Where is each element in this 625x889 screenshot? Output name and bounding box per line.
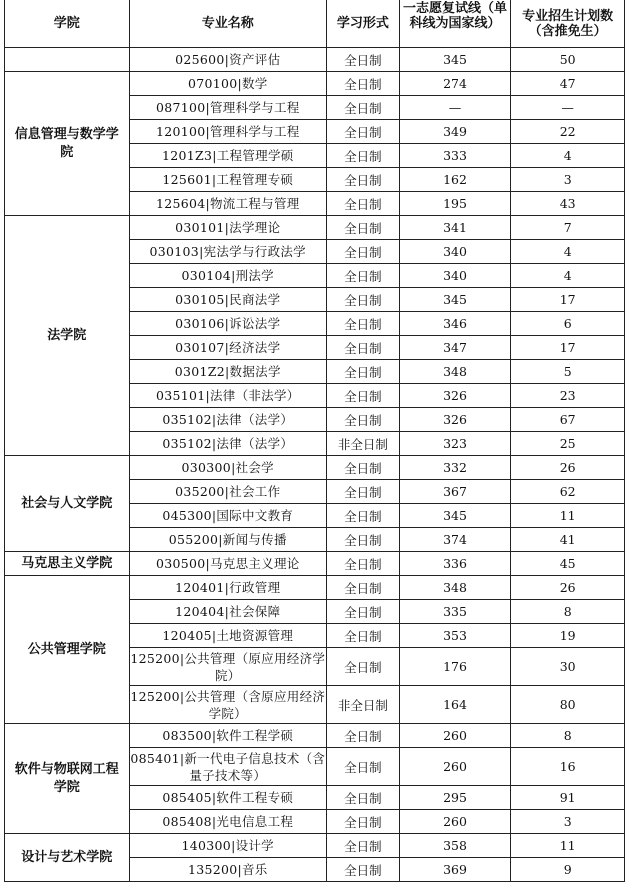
header-major: 专业名称 xyxy=(129,0,326,48)
study-form-cell: 全日制 xyxy=(326,786,399,810)
retest-line-cell: 323 xyxy=(399,432,511,456)
retest-line-cell: 326 xyxy=(399,384,511,408)
retest-line-cell: 353 xyxy=(399,624,511,648)
study-form-cell: 非全日制 xyxy=(326,686,399,724)
major-cell: 085405|软件工程专硕 xyxy=(129,786,326,810)
retest-line-cell: 341 xyxy=(399,216,511,240)
header-retest-line xyxy=(399,0,511,48)
major-cell: 085408|光电信息工程 xyxy=(129,810,326,834)
table-body xyxy=(5,48,625,882)
retest-line-cell: 349 xyxy=(399,120,511,144)
study-form-cell: 全日制 xyxy=(326,384,399,408)
plan-cell: 8 xyxy=(511,600,625,624)
retest-line-cell: 326 xyxy=(399,408,511,432)
plan-cell: 11 xyxy=(511,504,625,528)
study-form-cell: 全日制 xyxy=(326,360,399,384)
header-retest-line-text: 一志愿复试线（单科线为国家线） xyxy=(403,1,508,31)
major-cell: 025600|资产评估 xyxy=(129,48,326,72)
retest-line-cell: 340 xyxy=(399,264,511,288)
table-row xyxy=(5,216,625,240)
major-cell: 045300|国际中文教育 xyxy=(129,504,326,528)
plan-cell: 41 xyxy=(511,528,625,552)
study-form-cell: 全日制 xyxy=(326,748,399,786)
retest-line-cell: 332 xyxy=(399,456,511,480)
plan-cell: 30 xyxy=(511,648,625,686)
major-cell: 1201Z3|工程管理学硕 xyxy=(129,144,326,168)
retest-line-cell: 333 xyxy=(399,144,511,168)
retest-line-cell: 345 xyxy=(399,288,511,312)
plan-cell: 6 xyxy=(511,312,625,336)
college-cell: 社会与人文学院 xyxy=(5,456,130,552)
header-study-form: 学习形式 xyxy=(326,0,399,48)
retest-line-cell: 345 xyxy=(399,504,511,528)
plan-cell: 25 xyxy=(511,432,625,456)
study-form-cell: 全日制 xyxy=(326,408,399,432)
table-row xyxy=(5,48,625,72)
table-row xyxy=(5,576,625,600)
plan-cell: 67 xyxy=(511,408,625,432)
major-cell: 125601|工程管理专硕 xyxy=(129,168,326,192)
table-row xyxy=(5,72,625,96)
retest-line-cell: 340 xyxy=(399,240,511,264)
major-cell: 030300|社会学 xyxy=(129,456,326,480)
study-form-cell: 全日制 xyxy=(326,240,399,264)
major-cell: 120404|社会保障 xyxy=(129,600,326,624)
plan-cell: 4 xyxy=(511,264,625,288)
retest-line-cell: 374 xyxy=(399,528,511,552)
major-cell: 070100|数学 xyxy=(129,72,326,96)
retest-line-cell: 274 xyxy=(399,72,511,96)
retest-line-cell: 348 xyxy=(399,360,511,384)
plan-cell: 5 xyxy=(511,360,625,384)
study-form-cell: 非全日制 xyxy=(326,432,399,456)
study-form-cell: 全日制 xyxy=(326,600,399,624)
college-cell: 法学院 xyxy=(5,216,130,456)
major-cell: 125200|公共管理（含原应用经济学院） xyxy=(129,686,326,724)
retest-line-cell: — xyxy=(399,96,511,120)
plan-cell: 91 xyxy=(511,786,625,810)
college-cell: 软件与物联网工程学院 xyxy=(5,724,130,834)
plan-cell: 7 xyxy=(511,216,625,240)
retest-line-cell: 260 xyxy=(399,810,511,834)
retest-line-cell: 164 xyxy=(399,686,511,724)
college-cell: 设计与艺术学院 xyxy=(5,834,130,882)
table-row xyxy=(5,552,625,576)
study-form-cell: 全日制 xyxy=(326,48,399,72)
major-cell: 030104|刑法学 xyxy=(129,264,326,288)
major-cell: 085401|新一代电子信息技术（含量子技术等） xyxy=(129,748,326,786)
major-cell: 120401|行政管理 xyxy=(129,576,326,600)
plan-cell: 4 xyxy=(511,144,625,168)
major-cell: 035102|法律（法学） xyxy=(129,432,326,456)
table-row xyxy=(5,724,625,748)
plan-cell: 9 xyxy=(511,858,625,882)
major-cell: 140300|设计学 xyxy=(129,834,326,858)
retest-line-cell: 358 xyxy=(399,834,511,858)
plan-cell: 22 xyxy=(511,120,625,144)
study-form-cell: 全日制 xyxy=(326,576,399,600)
major-cell: 125200|公共管理（原应用经济学院） xyxy=(129,648,326,686)
study-form-cell: 全日制 xyxy=(326,810,399,834)
plan-cell: 62 xyxy=(511,480,625,504)
major-cell: 055200|新闻与传播 xyxy=(129,528,326,552)
major-cell: 030106|诉讼法学 xyxy=(129,312,326,336)
study-form-cell: 全日制 xyxy=(326,552,399,576)
major-cell: 135200|音乐 xyxy=(129,858,326,882)
plan-cell: 23 xyxy=(511,384,625,408)
retest-line-cell: 195 xyxy=(399,192,511,216)
plan-cell: — xyxy=(511,96,625,120)
plan-cell: 26 xyxy=(511,456,625,480)
plan-cell: 17 xyxy=(511,336,625,360)
college-cell xyxy=(5,48,130,72)
study-form-cell: 全日制 xyxy=(326,168,399,192)
plan-cell: 3 xyxy=(511,810,625,834)
study-form-cell: 全日制 xyxy=(326,456,399,480)
retest-line-cell: 346 xyxy=(399,312,511,336)
study-form-cell: 全日制 xyxy=(326,264,399,288)
retest-line-cell: 348 xyxy=(399,576,511,600)
admission-table xyxy=(4,0,625,882)
plan-cell: 16 xyxy=(511,748,625,786)
retest-line-cell: 369 xyxy=(399,858,511,882)
retest-line-cell: 162 xyxy=(399,168,511,192)
plan-cell: 26 xyxy=(511,576,625,600)
header-college: 学院 xyxy=(5,0,130,48)
plan-cell: 17 xyxy=(511,288,625,312)
retest-line-cell: 345 xyxy=(399,48,511,72)
plan-cell: 4 xyxy=(511,240,625,264)
major-cell: 030101|法学理论 xyxy=(129,216,326,240)
retest-line-cell: 260 xyxy=(399,724,511,748)
plan-cell: 45 xyxy=(511,552,625,576)
study-form-cell: 全日制 xyxy=(326,120,399,144)
major-cell: 087100|管理科学与工程 xyxy=(129,96,326,120)
study-form-cell: 全日制 xyxy=(326,336,399,360)
study-form-cell: 全日制 xyxy=(326,858,399,882)
major-cell: 035102|法律（法学） xyxy=(129,408,326,432)
plan-cell: 80 xyxy=(511,686,625,724)
retest-line-cell: 176 xyxy=(399,648,511,686)
major-cell: 120100|管理科学与工程 xyxy=(129,120,326,144)
study-form-cell: 全日制 xyxy=(326,834,399,858)
college-cell: 马克思主义学院 xyxy=(5,552,130,576)
study-form-cell: 全日制 xyxy=(326,504,399,528)
major-cell: 0301Z2|数据法学 xyxy=(129,360,326,384)
header-plan: 专业招生计划数（含推免生） xyxy=(511,0,625,48)
major-cell: 030103|宪法学与行政法学 xyxy=(129,240,326,264)
major-cell: 030107|经济法学 xyxy=(129,336,326,360)
plan-cell: 19 xyxy=(511,624,625,648)
study-form-cell: 全日制 xyxy=(326,480,399,504)
major-cell: 083500|软件工程学硕 xyxy=(129,724,326,748)
major-cell: 030500|马克思主义理论 xyxy=(129,552,326,576)
major-cell: 030105|民商法学 xyxy=(129,288,326,312)
study-form-cell: 全日制 xyxy=(326,144,399,168)
retest-line-cell: 336 xyxy=(399,552,511,576)
plan-cell: 8 xyxy=(511,724,625,748)
major-cell: 125604|物流工程与管理 xyxy=(129,192,326,216)
major-cell: 120405|土地资源管理 xyxy=(129,624,326,648)
study-form-cell: 全日制 xyxy=(326,648,399,686)
study-form-cell: 全日制 xyxy=(326,192,399,216)
retest-line-cell: 295 xyxy=(399,786,511,810)
retest-line-cell: 367 xyxy=(399,480,511,504)
major-cell: 035101|法律（非法学） xyxy=(129,384,326,408)
study-form-cell: 全日制 xyxy=(326,72,399,96)
retest-line-cell: 335 xyxy=(399,600,511,624)
retest-line-cell: 260 xyxy=(399,748,511,786)
study-form-cell: 全日制 xyxy=(326,312,399,336)
study-form-cell: 全日制 xyxy=(326,96,399,120)
major-cell: 035200|社会工作 xyxy=(129,480,326,504)
college-cell: 公共管理学院 xyxy=(5,576,130,724)
table-header-row xyxy=(5,0,625,48)
study-form-cell: 全日制 xyxy=(326,624,399,648)
plan-cell: 43 xyxy=(511,192,625,216)
plan-cell: 47 xyxy=(511,72,625,96)
plan-cell: 11 xyxy=(511,834,625,858)
study-form-cell: 全日制 xyxy=(326,288,399,312)
study-form-cell: 全日制 xyxy=(326,724,399,748)
study-form-cell: 全日制 xyxy=(326,216,399,240)
study-form-cell: 全日制 xyxy=(326,528,399,552)
table-row xyxy=(5,834,625,858)
college-cell: 信息管理与数学学院 xyxy=(5,72,130,216)
plan-cell: 3 xyxy=(511,168,625,192)
plan-cell: 50 xyxy=(511,48,625,72)
retest-line-cell: 347 xyxy=(399,336,511,360)
table-row xyxy=(5,456,625,480)
